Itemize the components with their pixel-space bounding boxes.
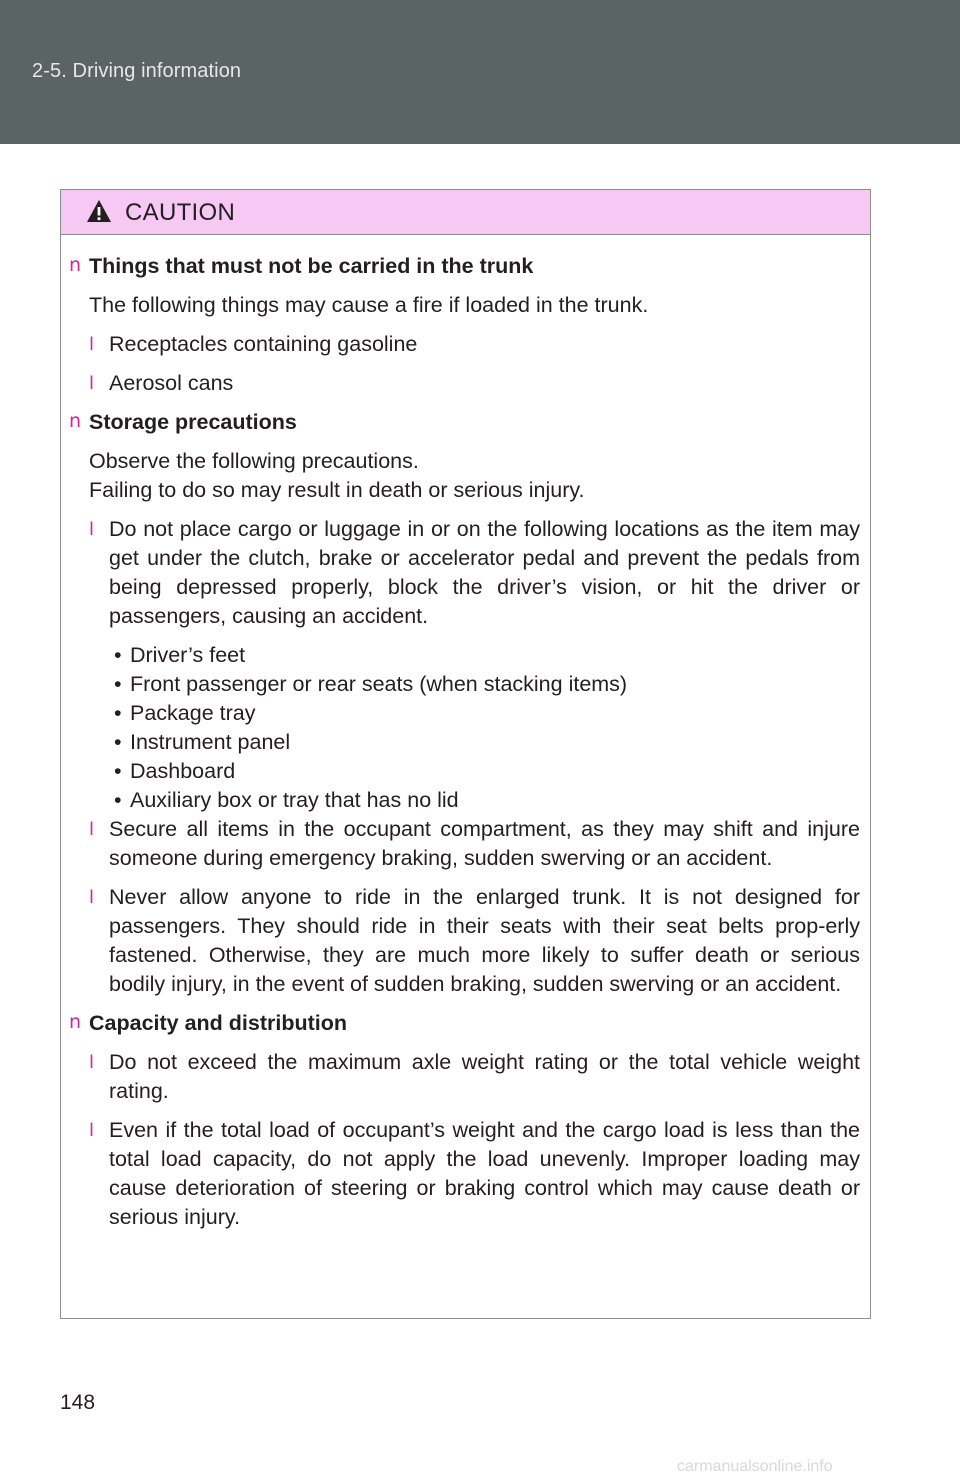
- caution-title: CAUTION: [125, 199, 236, 226]
- section-heading: n Things that must not be carried in the trunk: [69, 254, 534, 278]
- page-header: [0, 0, 960, 144]
- section-title: 2-5. Driving information: [32, 60, 242, 82]
- sub-list-item: • Instrument panel: [109, 728, 860, 757]
- section-intro: The following things may cause a fire if loaded in the trunk.: [89, 293, 649, 317]
- sub-list-item: • Auxiliary box or tray that has no lid: [109, 786, 860, 815]
- list-item: l Do not exceed the maximum axle weight rating or the total vehicle weight rating.: [89, 1050, 860, 1103]
- list-item: l Receptacles containing gasoline: [89, 332, 418, 356]
- section-heading: n Storage precautions: [69, 410, 297, 434]
- list-item: l Aerosol cans: [89, 371, 234, 395]
- sub-list-item: • Driver’s feet: [109, 641, 860, 670]
- list-item: l Secure all items in the occupant compartment, as they may shift and injure someone during emergency braking, sudden swerving or an accident.: [89, 817, 860, 870]
- section-heading: n Capacity and distribution: [69, 1011, 348, 1035]
- sub-list-item: • Dashboard: [109, 757, 860, 786]
- watermark: carmanualsonline.info: [677, 1458, 833, 1475]
- list-item: l Never allow anyone to ride in the enlarged trunk. It is not designed for passengers. They should ride in their seats with their seat belts prop-erly fastened. Otherwise, they are much more likely to suffer death or serious bodily injury, in the event of sudden braking, sudden swerving or an accident.: [89, 885, 860, 996]
- caution-box: [60, 189, 871, 1319]
- caution-header: [61, 190, 870, 235]
- caution-content: [61, 252, 870, 1242]
- list-item: l Do not place cargo or luggage in or on the following locations as the item may get under the clutch, brake or accelerator pedal and prevent the pedals from being depressed properly, block the driver’s vision, or hit the driver or passengers, causing an accident.: [89, 517, 860, 628]
- sub-list: [61, 641, 870, 815]
- warning-triangle-icon: [86, 199, 112, 223]
- sub-list-item: • Package tray: [109, 699, 860, 728]
- section-intro: Observe the following precautions. Failing to do so may result in death or serious injury.: [89, 449, 585, 502]
- sub-list-item: • Front passenger or rear seats (when stacking items): [109, 670, 860, 699]
- page-number: 148: [60, 1391, 96, 1414]
- list-item: l Even if the total load of occupant’s weight and the cargo load is less than the total load capacity, do not apply the load unevenly. Improper loading may cause deterioration of steering or braking control which may cause death or serious injury.: [89, 1118, 860, 1229]
